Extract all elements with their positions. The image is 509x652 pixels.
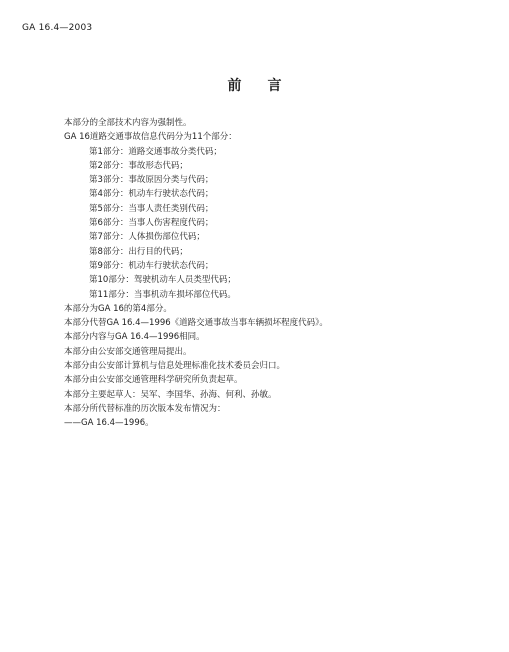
- paragraph-line: 第8部分：出行目的代码；: [89, 246, 188, 257]
- paragraph-line: 第3部分：事故原因分类与代码；: [89, 175, 214, 186]
- document-code: GA 16.4—2003: [22, 23, 93, 33]
- foreword-body: [64, 116, 484, 431]
- paragraph-line: 第10部分：驾驶机动车人员类型代码；: [89, 275, 236, 286]
- paragraph-line: 本部分为GA 16的第4部分。: [64, 303, 172, 314]
- paragraph-line: 本部分的全部技术内容为强制性。: [64, 118, 192, 128]
- paragraph-line: 本部分由公安部交通管理科学研究所负责起草。: [64, 375, 243, 386]
- paragraph-line: 第7部分：人体损伤部位代码；: [89, 232, 205, 243]
- paragraph-line: 第4部分：机动车行驶状态代码；: [89, 189, 214, 200]
- section-title: 前言: [227, 78, 308, 94]
- paragraph-line: 本部分由公安部交通管理局提出。: [64, 346, 192, 357]
- paragraph-line: 本部分主要起草人：吴军、李国华、孙海、何利、孙敏。: [64, 389, 277, 400]
- paragraph-line: 第1部分：道路交通事故分类代码；: [89, 146, 222, 157]
- paragraph-line: GA 16道路交通事故信息代码分为11个部分：: [64, 132, 237, 143]
- paragraph-line: 第11部分：当事机动车损坏部位代码。: [89, 289, 236, 300]
- paragraph-line: 本部分内容与GA 16.4—1996相同。: [64, 332, 205, 343]
- paragraph-line: 本部分代替GA 16.4—1996《道路交通事故当事车辆损坏程度代码》。: [64, 318, 328, 329]
- paragraph-line: 第6部分：当事人伤害程度代码；: [89, 218, 214, 229]
- paragraph-line: 本部分所代替标准的历次版本发布情况为：: [64, 403, 226, 414]
- paragraph-line: 第5部分：当事人责任类别代码；: [89, 203, 214, 214]
- paragraph-line: 第2部分：事故形态代码；: [89, 160, 188, 171]
- paragraph-line: 本部分由公安部计算机与信息处理标准化技术委员会归口。: [64, 361, 286, 372]
- paragraph-line: 第9部分：机动车行驶状态代码；: [89, 260, 214, 271]
- paragraph-line: ——GA 16.4—1996。: [64, 418, 154, 429]
